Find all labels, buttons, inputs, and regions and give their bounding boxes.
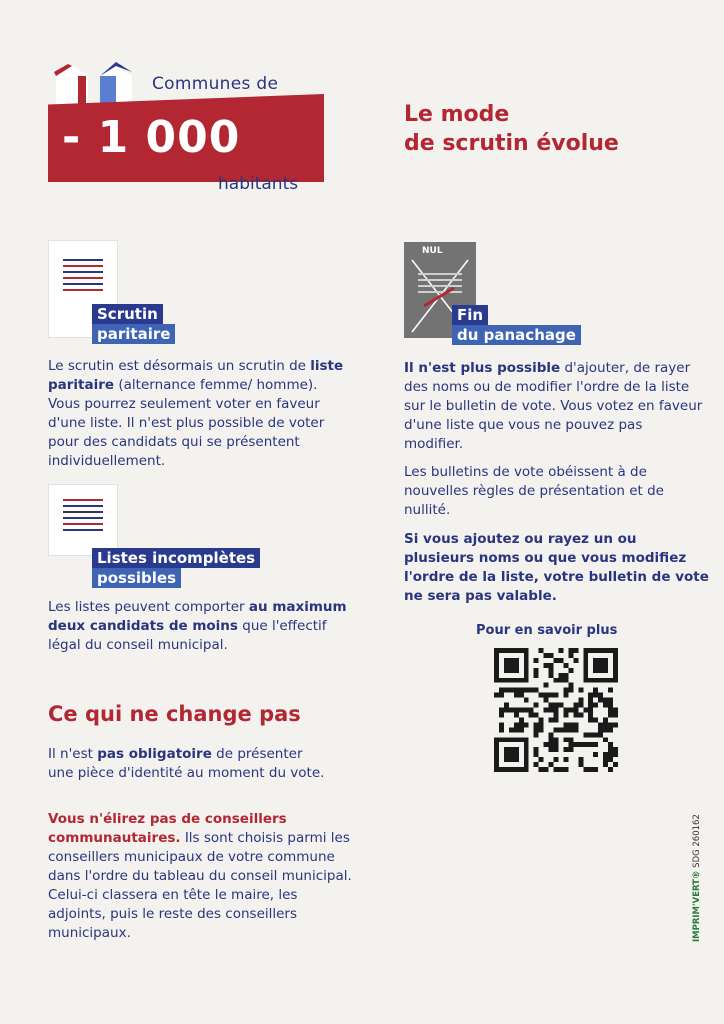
label-listes-incompletes: Listes incomplètes possibles (92, 548, 260, 588)
section4-p3: Si vous ajoutez ou rayez un ou plusieurs noms ou que vous modifiez l'ordre de la liste, votre bulletin de vote ne sera pas valable. (404, 531, 709, 604)
population-number: - 1 000 (62, 112, 241, 163)
section3-heading: Ce qui ne change pas (48, 702, 301, 726)
null-ballot-icon: NUL (404, 242, 476, 338)
section4-p2: Les bulletins de vote obéissent à de nouvelles règles de présentation et de nullité. (404, 464, 664, 518)
badge-top-text: Communes de (152, 74, 279, 94)
label-scrutin-paritaire: Scrutin paritaire (92, 304, 175, 344)
more-info-title: Pour en savoir plus (476, 623, 618, 638)
qr-code-icon[interactable] (494, 648, 618, 772)
page-title: Le mode de scrutin évolue (404, 102, 619, 156)
section3-p2: Vous n'élirez pas de conseillers communautaires. Ils sont choisis parmi les conseillers municipaux de votre commune dans l'ordre du tableau du conseil municipal. Celui-ci classera en tête le maire, les adjoints, puis le reste des conseillers municipaux. (48, 811, 352, 941)
label-fin-panachage: Fin du panachage (452, 305, 581, 345)
section4-p1: Il n'est plus possible d'ajouter, de rayer des noms ou de modifier l'ordre de la liste sur le bulletin de vote. Vous votez en faveur d'une liste que vous ne pouvez pas modifier. (404, 360, 703, 452)
badge-bottom-text: habitants (218, 174, 299, 194)
section1-text: Le scrutin est désormais un scrutin de liste paritaire (alternance femme/ homme). Vous pourrez seulement voter en faveur d'une liste. Il n'est plus possible de voter pour des candidats qui se présentent individuellement. (48, 358, 344, 469)
section2-text: Les listes peuvent comporter au maximum deux candidats de moins que l'effectif légal du conseil municipal. (48, 599, 347, 653)
ballot-icon (48, 484, 118, 556)
printer-mark: IMPRIM'VERT® SDG 260162 (692, 814, 702, 942)
section3-p1: Il n'est pas obligatoire de présenter une pièce d'identité au moment du vote. (48, 746, 325, 781)
